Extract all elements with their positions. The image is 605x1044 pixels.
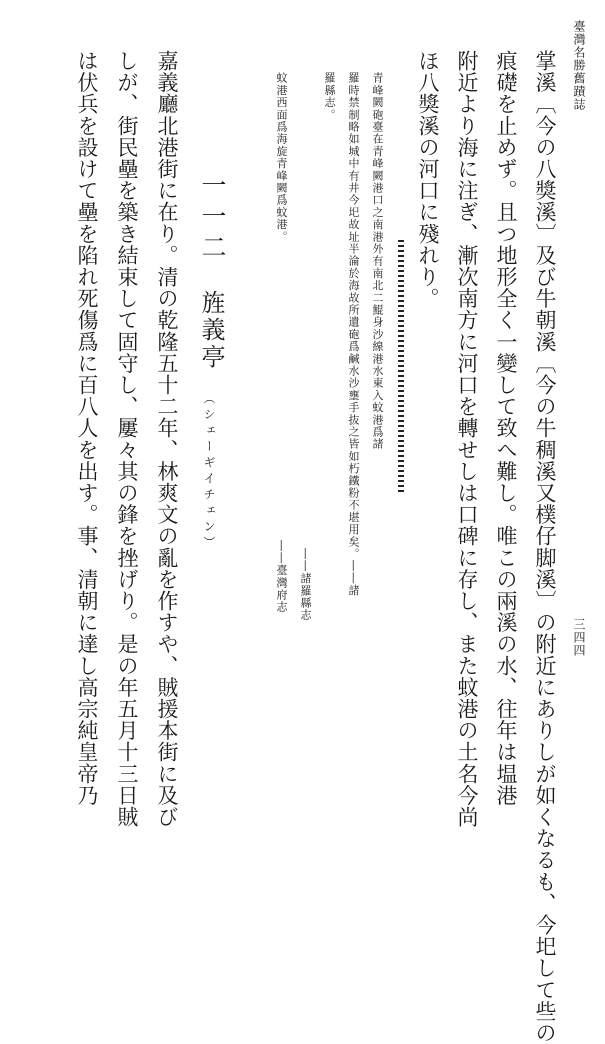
note-source-2: ――臺灣府志 [275, 540, 288, 614]
page-number: 三四四 [572, 618, 586, 657]
entry-number: 一一二 [198, 172, 227, 265]
note-column-2: 羅時禁制略如城中有井今圯故址半淪於海故所遺砲爲鹹水沙壅手抜之皆如朽鐵粉不堪用矣。――諸 [347, 72, 360, 597]
note-column-1: 青峰闕砲臺在青峰闕港口之南港外有南北二鯤身沙線港水東入蚊港爲諸 [371, 72, 384, 451]
entry-text-column-3: は伏兵を設けて壘を陷れ死傷爲に百八人を出す。事、清朝に達し高宗純皇帝乃 [75, 50, 99, 806]
prev-text-column-3: 附近より海に注ぎ、漸次南方に河口を轉せしは口碑に存し、また蚊港の土名今尚 [455, 50, 479, 828]
prev-text-column-4: ほ八獎溪の河口に殘れり。 [416, 50, 440, 310]
prev-text-column-2: 痕礎を止めず。且つ地形全く一變して致へ難し。唯この兩溪の水、往年は塭港 [494, 50, 518, 806]
running-title: 臺灣名勝舊蹟誌 [572, 20, 586, 111]
note-column-3: 羅縣志。 [323, 72, 336, 121]
note-separator [398, 240, 404, 495]
entry-text-column-1: 嘉義廳北港街に在り。清の乾隆五十二年、林爽文の亂を作すや、賊援本街に及び [155, 50, 179, 828]
note-column-4: 蚊港西面爲海旋青峰闕爲蚊港。 [275, 72, 288, 243]
entry-text-column-2: しが、街民壘を築き結束して固守し、屢々其の鋒を挫げり。是の年五月十三日賊 [115, 50, 139, 828]
prev-text-column-1: 掌溪〔今の八獎溪〕及び牛朝溪〔今の牛稠溪又樸仔脚溪〕の附近にありしが如くなるも、今圯して些の [533, 50, 557, 1044]
note-source-1: ――諸羅縣志 [299, 548, 312, 622]
entry-title: 旌義亭 [197, 290, 225, 371]
entry-reading: （シェーギイチェン） [202, 392, 216, 552]
